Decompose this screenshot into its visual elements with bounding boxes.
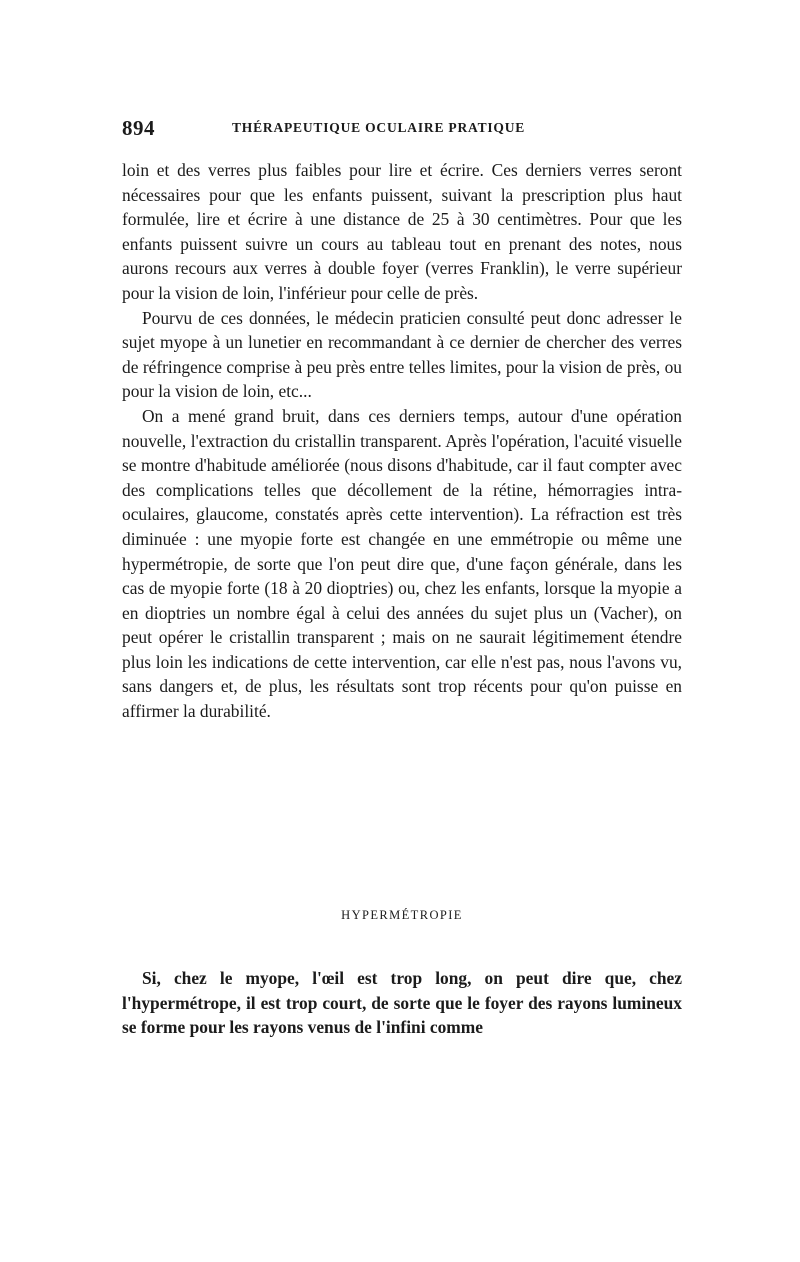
paragraph-2: Pourvu de ces données, le médecin praticien consulté peut donc adresser le sujet myope à un lunetier en recommandant à ce dernier de chercher des verres de réfringence comprise à peu près entre telles limites, pour la vision de près, ou pour la vision de loin, etc... (122, 307, 682, 402)
paragraph-1: loin et des verres plus faibles pour lire et écrire. Ces derniers verres seront nécessaires pour que les enfants puissent, suivant la prescription plus haut formulée, lire et écrire à une distance de 25 à 30 centimètres. Pour que les enfants puissent suivre un cours au tableau tout en prenant des notes, nous aurons recours aux verres à double foyer (verres Franklin), le verre supérieur pour la vision de loin, l'inférieur pour celle de près. (122, 160, 682, 303)
section-text (122, 966, 682, 1040)
section-paragraph: Si, chez le myope, l'œil est trop long, on peut dire que, chez l'hypermétrope, il est trop court, de sorte que le foyer des rayons lumineux se forme pour les rayons venus de l'infini comme (122, 968, 682, 1038)
paragraph-3: On a mené grand bruit, dans ces derniers temps, autour d'une opération nouvelle, l'extraction du cristallin transparent. Après l'opération, l'acuité visuelle se montre d'habitude améliorée (nous disons d'habitude, car il faut compter avec des complications telles que décollement de la rétine, hémorragies intra-oculaires, glaucome, constatés après cette intervention). La réfraction est très diminuée : une myopie forte est changée en une emmétropie ou même une hypermétropie, de sorte que l'on peut dire que, d'une façon générale, dans les cas de myopie forte (18 à 20 dioptries) ou, chez les enfants, lorsque la myopie a en dioptries un nombre égal à celui des années du sujet plus un (Vacher), on peut opérer le cristallin transparent ; mais on ne saurait légitimement étendre plus loin les indications de cette intervention, car elle n'est pas, nous l'avons vu, sans dangers et, de plus, les résultats sont trop récents pour qu'on puisse en affirmer la durabilité. (122, 405, 682, 722)
body-text (122, 158, 682, 724)
page-number: 894 (122, 116, 155, 140)
running-head (122, 116, 682, 140)
section-heading: HYPERMÉTROPIE (341, 908, 463, 922)
running-title: THÉRAPEUTIQUE OCULAIRE PRATIQUE (232, 120, 526, 135)
